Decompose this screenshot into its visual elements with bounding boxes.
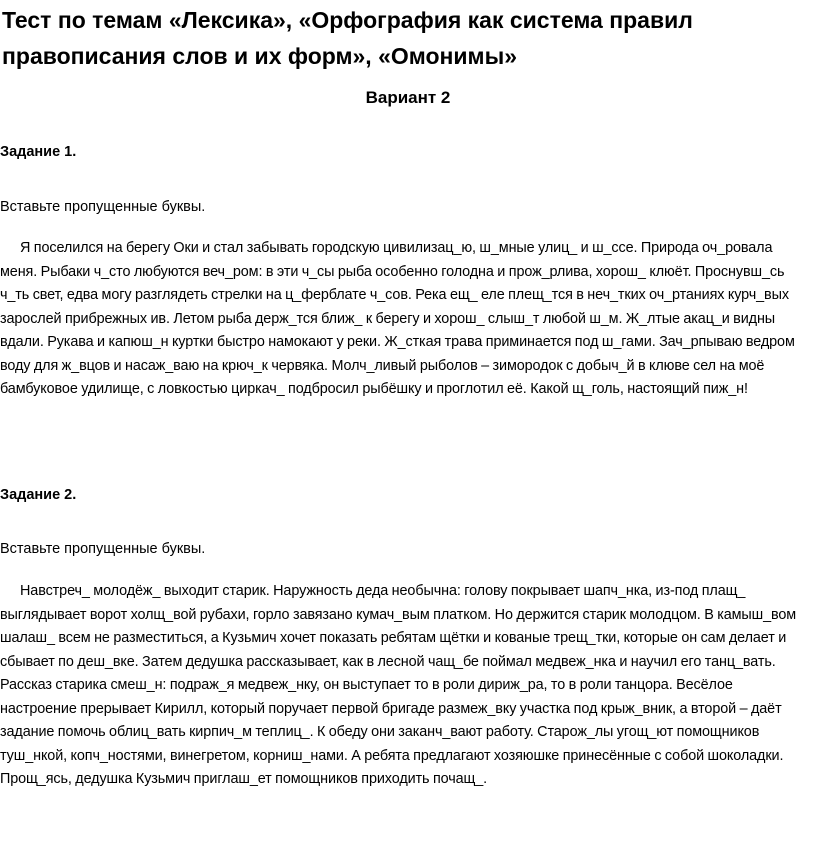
task-1-text: Я поселился на берегу Оки и стал забывать городскую цивилизац_ю, ш_мные улиц_ и ш_ссе. Природа оч_ровала меня. Рыбаки ч_сто любуются веч_ром: в эти ч_сы рыба особенно голодна и прож_рлива, хорош_ клюёт. Проснувш_сь ч_ть свет, едва могу разглядеть стрелки на ц_ферблате ч_сов. Река ещ_ еле плещ_тся в неч_тких оч_ртаниях курч_вых зарослей прибрежных ив. Летом рыба держ_тся ближ_ к берегу и хорош_ слыш_т любой ш_м. Ж_лтые акац_и видны вдали. Рукава и капюш_н куртки быстро намокают у реки. Ж_сткая трава приминается под ш_гами. Зач_рпываю ведром воду для ж_вцов и насаж_ваю на крюч_к червяка. Молч_ливый рыболов – зимородок с добыч_й в клюве сел на моё бамбуковое удилище, с ловкостью циркач_ подбросил рыбёшку и проглотил её. Какой щ_голь, настоящий пиж_н! bbox=[0, 240, 795, 397]
task-2-text: Навстреч_ молодёж_ выходит старик. Наружность деда необычна: голову покрывает шапч_нка, из-под плащ_ выглядывает ворот холщ_вой рубахи, горло завязано кумач_вым платком. Но держится старик молодцом. В камыш_вом шалаш_ всем не разместиться, а Кузьмич хочет показать ребятам щётки и кованые трещ_тки, которые он сам делает и сбывает по деш_вке. Затем дедушка рассказывает, как в лесной чащ_бе поймал медвеж_нка и научил его танц_вать. Рассказ старика смеш_н: подраж_я медвеж_нку, он выступает то в роли дириж_ра, то в роли танцора. Весёлое настроение прерывает Кирилл, который поручает первой бригаде размеж_вку участка под крыж_вник, а второй – даёт задание помочь облиц_вать кирпич_м теплиц_. К обеду они заканч_вают работу. Старож_лы угощ_ют помощников туш_нкой, копч_ностями, винегретом, корниш_нами. А ребята предлагают хозяюшке принесённые с собой шоколадки. Прощ_ясь, дедушка Кузьмич приглаш_ет помощников приходить почащ_. bbox=[0, 583, 797, 787]
task-1-instruction: Вставьте пропущенные буквы. bbox=[0, 199, 206, 215]
task-2-instruction: Вставьте пропущенные буквы. bbox=[0, 541, 206, 557]
page-title: Тест по темам «Лексика», «Орфография как система правил правописания слов и их форм», «Омонимы» bbox=[2, 7, 693, 69]
variant-heading: Вариант 2 bbox=[365, 88, 451, 107]
task-1-heading: Задание 1. bbox=[0, 144, 77, 160]
task-2-heading: Задание 2. bbox=[0, 487, 77, 503]
